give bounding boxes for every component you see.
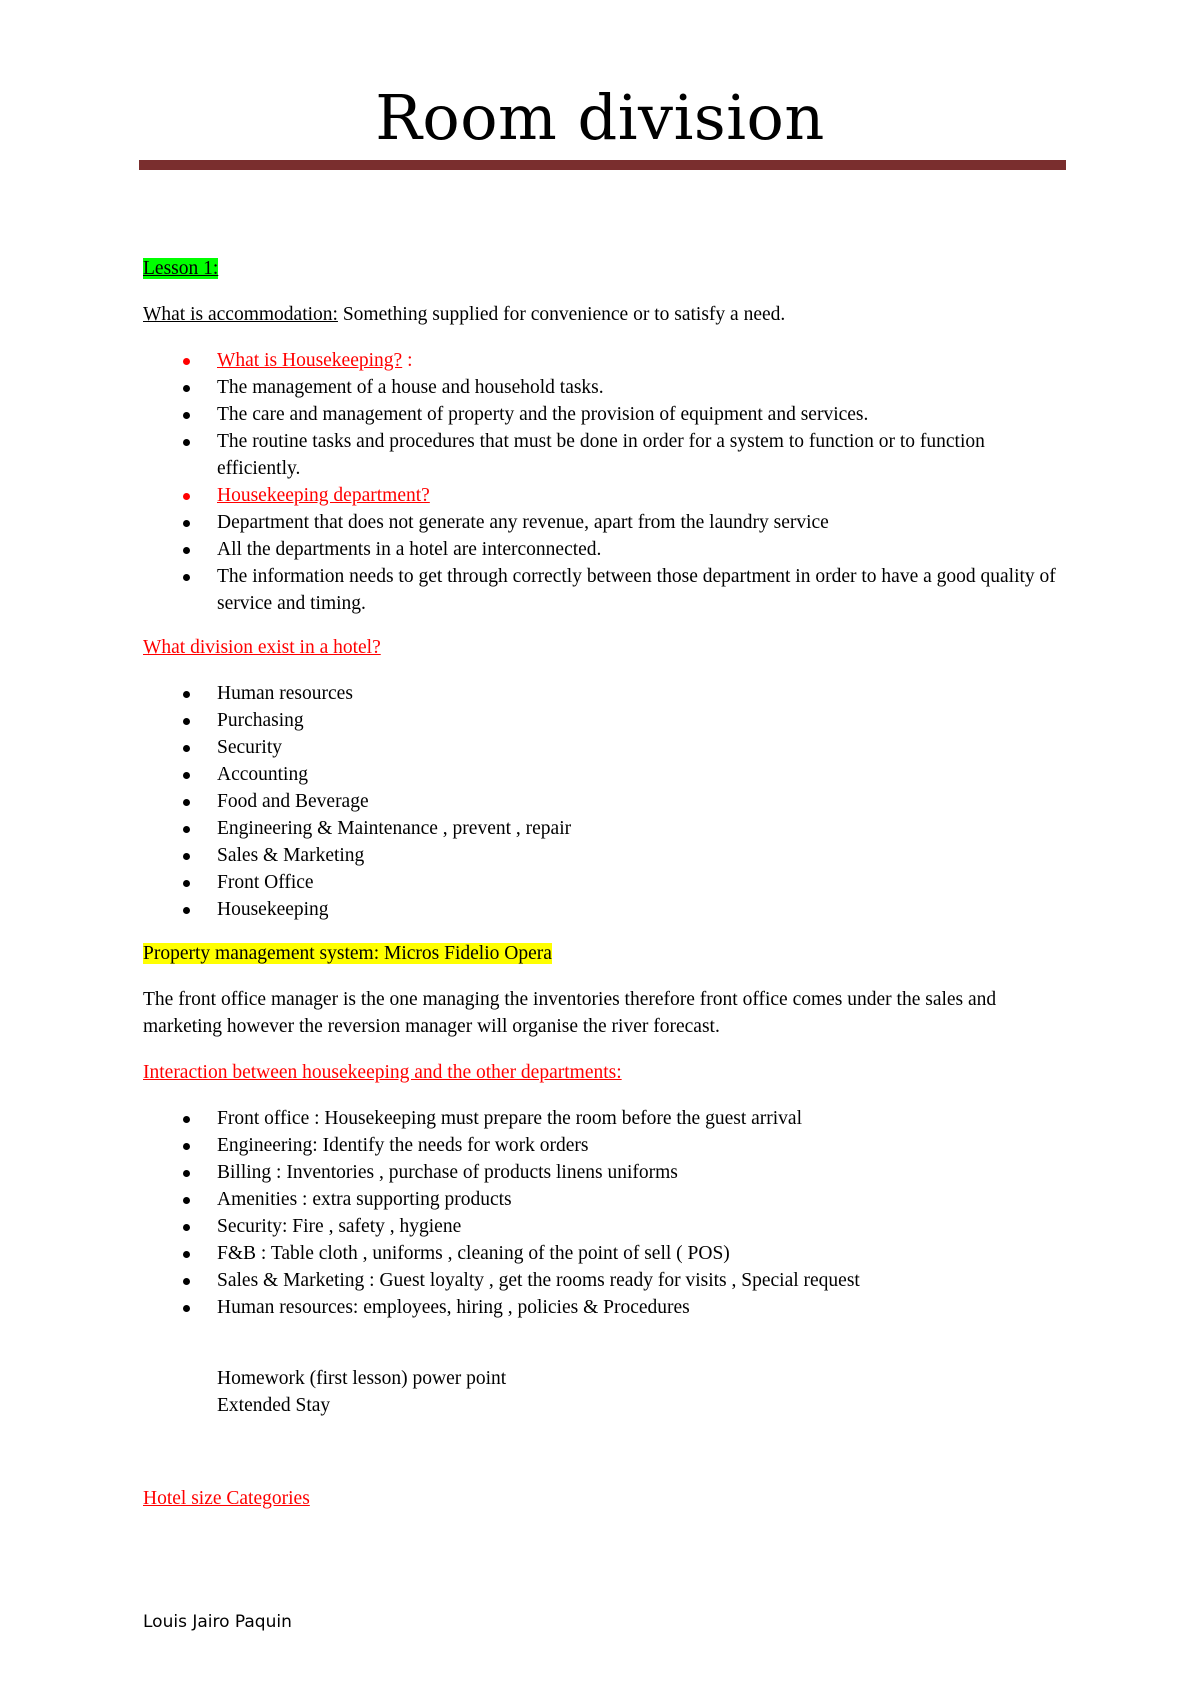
list-item: Amenities : extra supporting products [143, 1186, 1063, 1213]
list-item-text: All the departments in a hotel are interconnected. [217, 539, 602, 560]
page-title: Room division [375, 81, 825, 154]
list-item [143, 428, 1063, 482]
accommodation-label: What is accommodation: [143, 304, 338, 325]
list-item-text: The care and management of property and the provision of equipment and services. [217, 404, 869, 425]
list-item-text: Department that does not generate any revenue, apart from the laundry service [217, 512, 829, 533]
list-item [143, 374, 1063, 401]
footer-author: Louis Jairo Paquin [143, 1612, 292, 1632]
title-rule [139, 160, 1066, 170]
list-item: Sales & Marketing : Guest loyalty , get the rooms ready for visits , Special request [143, 1267, 1063, 1294]
interactions-list [143, 1105, 1063, 1321]
hotel-size-heading: Hotel size Categories [143, 1488, 310, 1509]
document-body [143, 255, 1063, 1512]
list-item: Security [143, 734, 1063, 761]
list-item [143, 347, 1063, 374]
list-item: Billing : Inventories , purchase of products linens uniforms [143, 1159, 1063, 1186]
homework-line: Extended Stay [217, 1395, 331, 1416]
homework-line: Homework (first lesson) power point [217, 1368, 507, 1389]
divisions-heading: What division exist in a hotel? [143, 637, 381, 658]
list-item: Housekeeping [143, 896, 1063, 923]
list-item: Front office : Housekeeping must prepare the room before the guest arrival [143, 1105, 1063, 1132]
list-item-text: The information needs to get through correctly between those department in order to have a good quality of service and timing. [217, 566, 1056, 614]
list-item: Human resources [143, 680, 1063, 707]
list-item: Engineering & Maintenance , prevent , repair [143, 815, 1063, 842]
lesson-label: Lesson 1: [143, 258, 219, 279]
list-item-text: The routine tasks and procedures that must be done in order for a system to function or to function efficiently. [217, 431, 985, 479]
list-item [143, 482, 1063, 509]
list-item-text: What is Housekeeping? [217, 350, 403, 371]
list-item [143, 563, 1063, 617]
homework-block [143, 1365, 1063, 1419]
list-item-text: The management of a house and household tasks. [217, 377, 604, 398]
lesson-heading [143, 255, 1063, 282]
list-item-text: Housekeeping department? [217, 485, 430, 506]
list-item: Engineering: Identify the needs for work orders [143, 1132, 1063, 1159]
list-item: Security: Fire , safety , hygiene [143, 1213, 1063, 1240]
list-item [143, 536, 1063, 563]
list-item [143, 401, 1063, 428]
front-office-paragraph: The front office manager is the one managing the inventories therefore front office comes under the sales and marketing however the reversion manager will organise the river forecast. [143, 989, 997, 1037]
interaction-heading: Interaction between housekeeping and the other departments: [143, 1062, 622, 1083]
accommodation-text: Something supplied for convenience or to satisfy a need. [337, 304, 786, 325]
list-item-suffix: : [402, 350, 413, 371]
list-item: Food and Beverage [143, 788, 1063, 815]
list-item: Human resources: employees, hiring , policies & Procedures [143, 1294, 1063, 1321]
pms-text: Property management system: Micros Fidelio Opera [143, 943, 552, 964]
list-item [143, 509, 1063, 536]
list-item: Accounting [143, 761, 1063, 788]
list-item: Front Office [143, 869, 1063, 896]
list-item: Sales & Marketing [143, 842, 1063, 869]
list-item: Purchasing [143, 707, 1063, 734]
list-item: F&B : Table cloth , uniforms , cleaning of the point of sell ( POS) [143, 1240, 1063, 1267]
divisions-list [143, 680, 1063, 923]
accommodation-definition [143, 301, 1063, 328]
housekeeping-list [143, 347, 1063, 617]
pms-line [143, 940, 1063, 967]
